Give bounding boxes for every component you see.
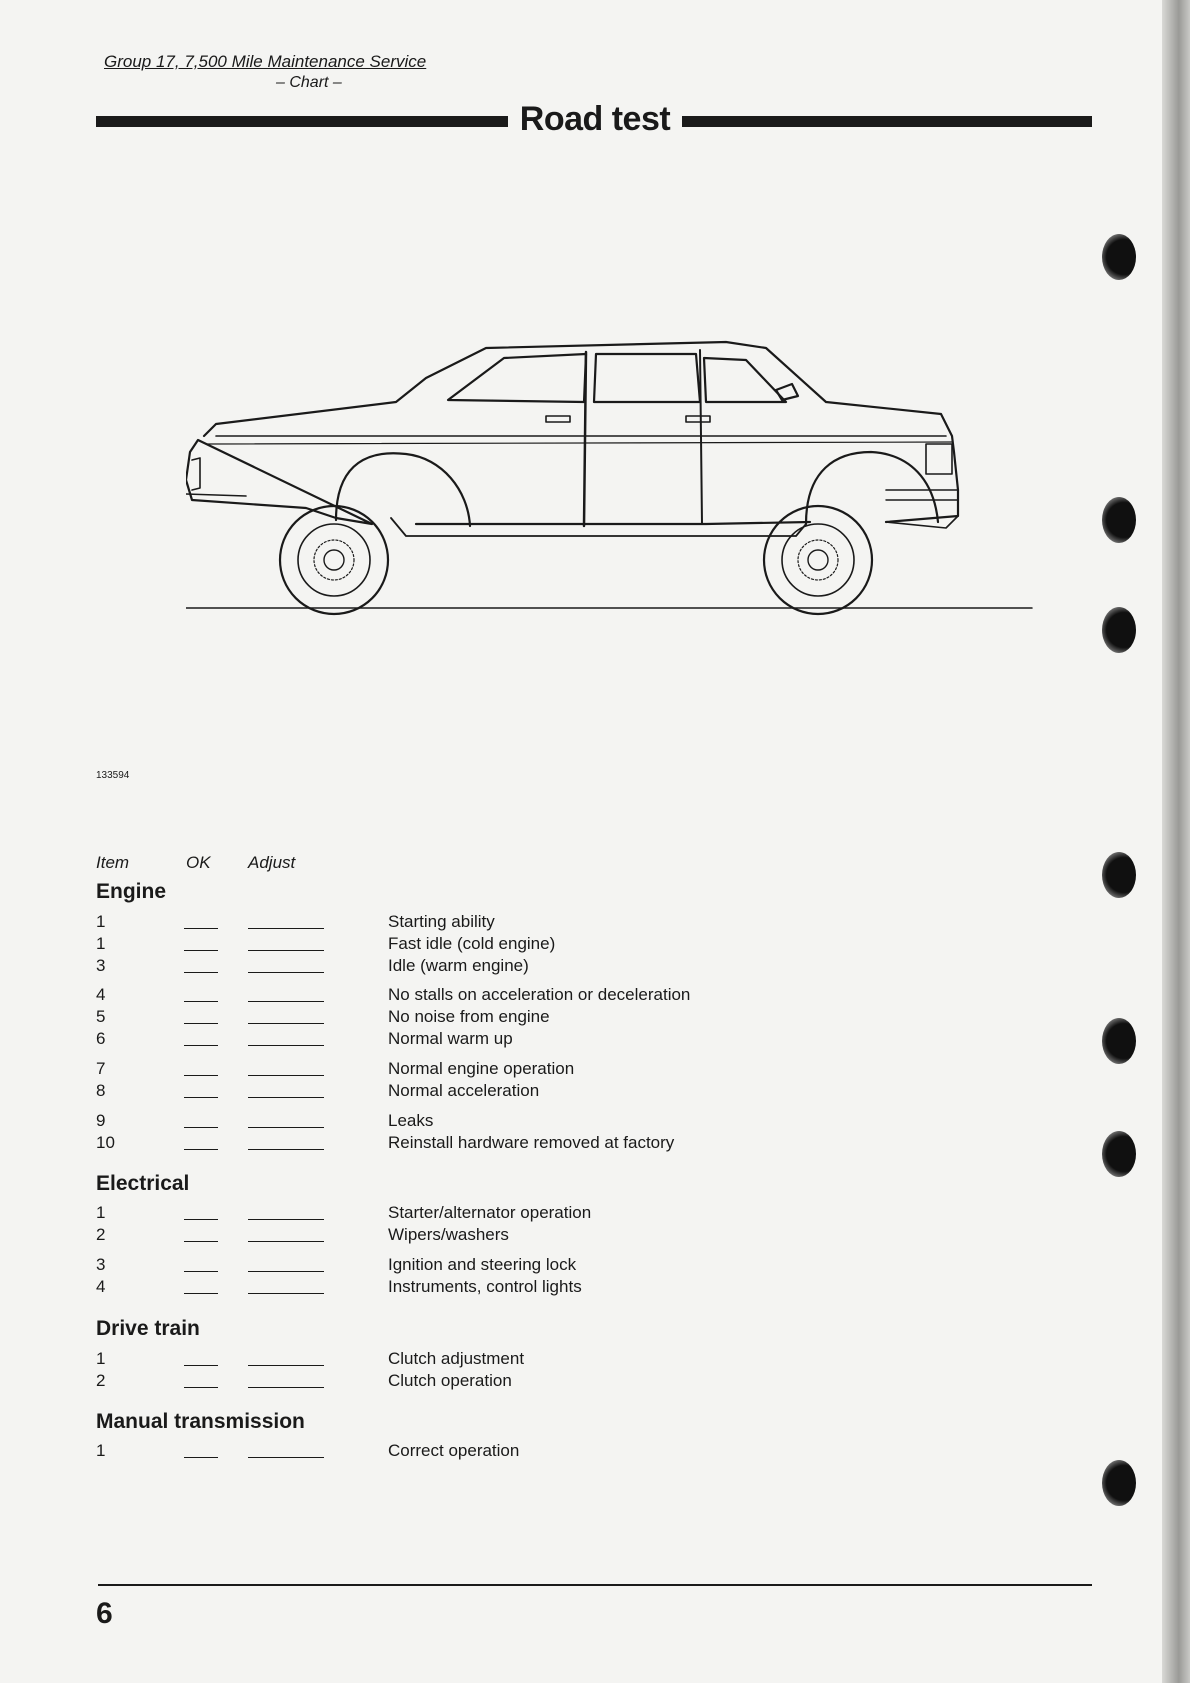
- ok-line: [184, 1219, 218, 1220]
- ok-line: [184, 1045, 218, 1046]
- adjust-line: [248, 1271, 324, 1272]
- item-number: 2: [96, 1371, 106, 1390]
- ok-line: [184, 1365, 218, 1366]
- adjust-line: [248, 1241, 324, 1242]
- ok-line: [184, 1097, 218, 1098]
- checklist-row: [96, 1277, 896, 1299]
- ok-line: [184, 1127, 218, 1128]
- item-description: Fast idle (cold engine): [388, 934, 556, 953]
- item-description: Clutch operation: [388, 1371, 512, 1390]
- ok-line: [184, 1001, 218, 1002]
- item-description: Wipers/washers: [388, 1225, 509, 1244]
- checklist-row: [96, 934, 896, 956]
- checklist-row: [96, 1029, 896, 1051]
- ok-line: [184, 1149, 218, 1150]
- checklist-row: [96, 985, 896, 1007]
- ok-line: [184, 950, 218, 951]
- checklist-row: [96, 1059, 896, 1081]
- item-number: 9: [96, 1111, 106, 1130]
- figure-number: 133594: [96, 770, 130, 781]
- checklist-row: [96, 1349, 896, 1371]
- adjust-line: [248, 1149, 324, 1150]
- item-description: Idle (warm engine): [388, 956, 529, 975]
- page-number: 6: [96, 1597, 113, 1630]
- item-description: Clutch adjustment: [388, 1349, 525, 1368]
- adjust-line: [248, 1219, 324, 1220]
- adjust-line: [248, 1023, 324, 1024]
- adjust-line: [248, 972, 324, 973]
- item-number: 10: [96, 1133, 115, 1152]
- adjust-line: [248, 1097, 324, 1098]
- section-title-drive-train: Drive train: [96, 1317, 200, 1340]
- checklist-row: [96, 956, 896, 978]
- item-number: 3: [96, 956, 106, 975]
- item-description: Correct operation: [388, 1441, 520, 1460]
- adjust-line: [248, 1387, 324, 1388]
- page-title: Road test: [519, 100, 671, 138]
- punch-hole: [1102, 497, 1136, 543]
- adjust-line: [248, 928, 324, 929]
- item-number: 3: [96, 1255, 106, 1274]
- checklist-row: [96, 1203, 896, 1225]
- checklist-row: [96, 1133, 896, 1155]
- ok-line: [184, 972, 218, 973]
- ok-line: [184, 1457, 218, 1458]
- column-header-adjust: Adjust: [248, 853, 296, 872]
- column-header-ok: OK: [186, 853, 211, 872]
- item-description: Reinstall hardware removed at factory: [388, 1133, 675, 1152]
- title-bar-left: [96, 116, 508, 127]
- punch-hole: [1102, 852, 1136, 898]
- car-illustration: [186, 340, 1040, 620]
- checklist-row: [96, 1081, 896, 1103]
- item-description: Normal warm up: [388, 1029, 513, 1048]
- adjust-line: [248, 1293, 324, 1294]
- item-description: Normal engine operation: [388, 1059, 575, 1078]
- punch-hole: [1102, 1018, 1136, 1064]
- item-description: Starter/alternator operation: [388, 1203, 592, 1222]
- checklist-row: [96, 1007, 896, 1029]
- item-description: Leaks: [388, 1111, 434, 1130]
- ok-line: [184, 1241, 218, 1242]
- item-description: Normal acceleration: [388, 1081, 540, 1100]
- punch-hole: [1102, 1460, 1136, 1506]
- item-description: No stalls on acceleration or deceleration: [388, 985, 691, 1004]
- item-description: No noise from engine: [388, 1007, 550, 1026]
- ok-line: [184, 1075, 218, 1076]
- adjust-line: [248, 950, 324, 951]
- chart-subtitle: – Chart –: [276, 74, 342, 91]
- item-description: Ignition and steering lock: [388, 1255, 577, 1274]
- checklist-row: [96, 1441, 896, 1463]
- footer-rule: [98, 1584, 1092, 1586]
- punch-hole: [1102, 1131, 1136, 1177]
- column-header-item: Item: [96, 853, 130, 872]
- item-description: Instruments, control lights: [388, 1277, 582, 1296]
- ok-line: [184, 928, 218, 929]
- checklist-row: [96, 1111, 896, 1133]
- checklist-row: [96, 1371, 896, 1393]
- section-title-electrical: Electrical: [96, 1172, 190, 1195]
- page-header: [104, 52, 426, 92]
- item-number: 1: [96, 912, 106, 931]
- item-number: 8: [96, 1081, 106, 1100]
- title-bar-right: [682, 116, 1092, 127]
- checklist-row: [96, 912, 896, 934]
- checklist-row: [96, 1255, 896, 1277]
- item-number: 4: [96, 1277, 106, 1296]
- section-title-manual-transmission: Manual transmission: [96, 1410, 305, 1433]
- item-number: 4: [96, 985, 106, 1004]
- ok-line: [184, 1293, 218, 1294]
- ok-line: [184, 1387, 218, 1388]
- adjust-line: [248, 1365, 324, 1366]
- section-title-engine: Engine: [96, 880, 167, 903]
- rear-wheel: [280, 506, 388, 614]
- item-number: 1: [96, 934, 106, 953]
- title-row: [96, 100, 1092, 140]
- adjust-line: [248, 1457, 324, 1458]
- item-number: 7: [96, 1059, 106, 1078]
- punch-hole: [1102, 234, 1136, 280]
- checklist-row: [96, 1225, 896, 1247]
- group-heading: Group 17, 7,500 Mile Maintenance Service: [104, 52, 427, 71]
- adjust-line: [248, 1001, 324, 1002]
- adjust-line: [248, 1075, 324, 1076]
- item-number: 1: [96, 1349, 106, 1368]
- adjust-line: [248, 1045, 324, 1046]
- item-number: 1: [96, 1441, 106, 1460]
- item-number: 2: [96, 1225, 106, 1244]
- item-number: 6: [96, 1029, 106, 1048]
- ok-line: [184, 1271, 218, 1272]
- adjust-line: [248, 1127, 324, 1128]
- punch-hole: [1102, 607, 1136, 653]
- item-number: 5: [96, 1007, 106, 1026]
- ok-line: [184, 1023, 218, 1024]
- front-wheel: [764, 506, 872, 614]
- item-number: 1: [96, 1203, 106, 1222]
- page-edge: [1162, 0, 1190, 1683]
- item-description: Starting ability: [388, 912, 495, 931]
